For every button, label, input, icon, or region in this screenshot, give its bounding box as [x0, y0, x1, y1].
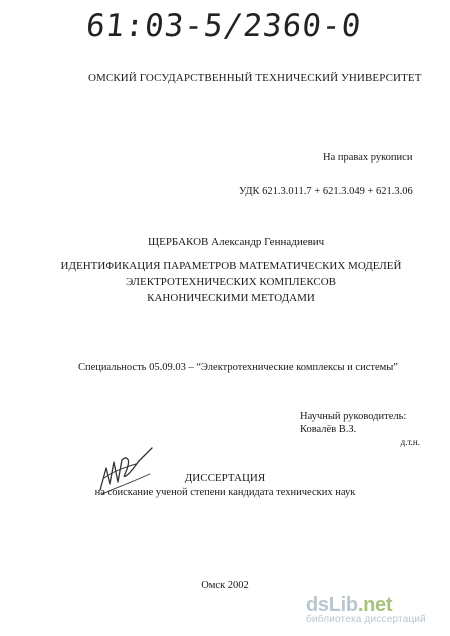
handwritten-archive-number: 61:03-5/2360-0: [84, 8, 364, 44]
dissertation-subheading: на соискание ученой степени кандидата технических наук: [94, 487, 356, 498]
logo-main: dsLib: [306, 594, 358, 616]
supervisor-block: [300, 410, 420, 449]
university-name: ОМСКИЙ ГОСУДАРСТВЕННЫЙ ТЕХНИЧЕСКИЙ УНИВЕРСИТЕТ: [88, 72, 422, 84]
watermark-caption: библиотека диссертаций: [306, 614, 426, 625]
dissertation-title: [60, 258, 402, 306]
place-year: Омск 2002: [201, 580, 249, 591]
rights-notice: На правах рукописи: [323, 152, 413, 163]
logo-suffix: .net: [357, 594, 393, 616]
dissertation-heading: ДИССЕРТАЦИЯ: [184, 472, 266, 484]
author-name: ЩЕРБАКОВ Александр Геннадиевич: [148, 236, 325, 248]
title-line-3: КАНОНИЧЕСКИМИ МЕТОДАМИ: [147, 292, 315, 304]
dslib-watermark: [306, 594, 446, 625]
title-line-1: ИДЕНТИФИКАЦИЯ ПАРАМЕТРОВ МАТЕМАТИЧЕСКИХ МОДЕЛЕЙ: [60, 260, 402, 272]
speciality-line: Специальность 05.09.03 – “Электротехнические комплексы и системы”: [78, 362, 398, 373]
supervisor-name: Ковалёв В.З.: [300, 424, 357, 435]
title-line-2: ЭЛЕКТРОТЕХНИЧЕСКИХ КОМПЛЕКСОВ: [125, 276, 337, 288]
supervisor-label: Научный руководитель:: [300, 411, 407, 422]
udk-code: УДК 621.3.011.7 + 621.3.049 + 621.3.06: [239, 186, 413, 197]
supervisor-degree: д.т.н.: [400, 437, 420, 447]
